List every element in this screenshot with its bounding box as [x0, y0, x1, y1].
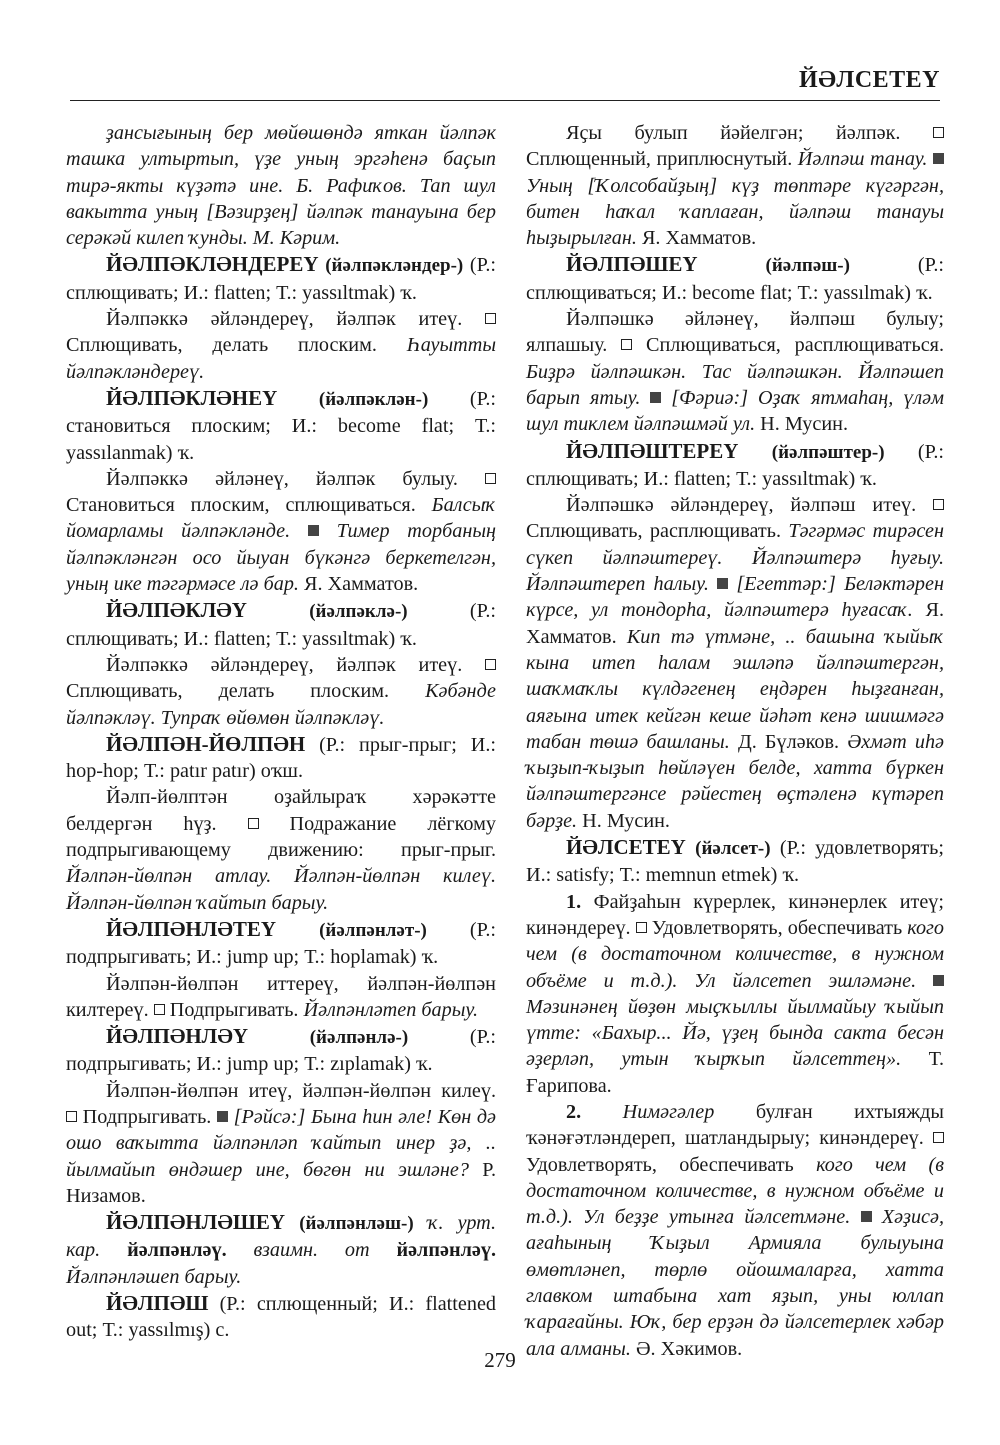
headword-stem: (йәлпәнлә-): [309, 1027, 409, 1049]
page-number: 279: [484, 1348, 516, 1372]
example-text: Тимер торбаның йәлпәкләнгән осо йыуан бүкәнгә беркетелгән, уның ике тәгәрмәсе лә бар.: [66, 520, 497, 596]
headword-stem: (йәлпәклә-): [309, 601, 408, 623]
grammar-note: (Р.: сплющивать; И.: flatten; Т.: yassıltmak) ҡ.: [66, 600, 497, 650]
headword: ЙӘЛПӘШТЕРЕҮ: [566, 438, 739, 463]
square-outline-icon: [636, 922, 647, 933]
example-text: Әхмәт иһә ҡыҙып-ҡыҙып һөйләүен белде, хатта бүркен йәлпәштергәнсе рәйестең өҫтәленә күтәреп бәрҙе.: [526, 730, 945, 832]
example-text: Һауытты йәлпәкләндереү.: [66, 334, 496, 383]
russian-translation: Сплющивать, делать плоским.: [66, 680, 390, 703]
headword: ЙӘЛПӘНЛӘШЕҮ: [106, 1210, 286, 1235]
sense-number: 2.: [566, 1100, 582, 1123]
grammar-note: (Р.: сплющивать; И.: flatten; Т.: yassıltmak) ҡ.: [526, 440, 945, 490]
entry-jalpaklandereu: [66, 251, 496, 306]
sense-number: 1.: [566, 890, 582, 913]
headword: ЙӘЛПӘШЕҮ: [566, 252, 698, 277]
square-outline-icon: [933, 499, 944, 510]
russian-translation: Подпрыгивать.: [82, 1105, 212, 1128]
russian-translation: Удовлетворять, обеспечивать: [651, 916, 903, 939]
example-text: Кәбәнде йәлпәкләү. Тупраҡ өйөмөн йәлпәкләү.: [66, 680, 496, 729]
example-text: Балсыҡ йомарламы йәлпәкләнде.: [66, 494, 496, 543]
example-text: ҙансығының бер мөйөшөндә яткан йәлпәк ташка ултыртып, үҙе уның эргәһенә баҫып тирә-якты күҙәтә ине. Б. Рафиҡов. Тап шул вакытта уның [Вәзирҙең] йәлпәк танауына бер серәкәй килеп ҡунды. М. Кәрим.: [66, 122, 496, 250]
example-text: Кип тә үтмәне, .. башына ҡыйыҡ кына итеп һалам эшләпә йәлпәштергән, шаҡмаҡлы күлдәгенең еңдәрен һыҙғанған, аяғына итек кейгән кеше йәһәт кенә шишмәгә табан төшә башланы.: [526, 625, 945, 753]
headword: ЙӘЛПӘН-ЙӨЛПӘН: [106, 731, 306, 756]
square-outline-icon: [485, 313, 496, 324]
definition: Йәлпәккә әйләндереү, йәлпәк итеү. Сплющивать, делать плоским. Кәбәнде йәлпәкләү. Тупраҡ өйөмөн йәлпәкләү.: [66, 653, 496, 729]
entry-jalpanlasheu: [66, 1209, 496, 1290]
square-outline-icon: [485, 659, 496, 670]
headword: ЙӘЛПӘКЛӘНДЕРЕҮ: [106, 252, 319, 277]
entry-jalpash: [66, 1290, 496, 1344]
example-text: [Егеттәр:] Беләктәрен күрсе, ул тондорһа, йәлпәштерә һуғасаҡ.: [526, 573, 944, 622]
entry-jalpan-jolpan: [66, 731, 496, 785]
headword-stem: (йәлсет-): [695, 838, 771, 860]
headword-stem: (йәлпәнләт-): [319, 919, 427, 941]
russian-translation: Сплющивать, расплющивать.: [526, 520, 781, 543]
example-text: Биҙрә йәлпәшкән. Тас йәлпәшкән. Йәлпәшеп барып ятыу.: [526, 360, 944, 409]
headword-stem: (йәлпәштер-): [771, 441, 885, 463]
cross-reference: йәлпәнләү.: [127, 1239, 227, 1262]
grammar-note: (Р.: удовлетворять; И.: satisfy; Т.: memnun etmek) ҡ.: [526, 837, 944, 887]
square-outline-icon: [621, 339, 632, 350]
definition: Йәлпән-йөлпән иттереү, йәлпән-йөлпән килтереү. Подпрыгивать. Йәлпәнләтеп барыу.: [66, 972, 496, 1021]
grammar-note: (Р.: прыг-прыг; И.: hop-hop; Т.: patır patır) оҡш.: [66, 733, 496, 783]
russian-usage-note: кого чем (в достаточном количестве, в нужном объёме и т.д.).: [526, 916, 945, 992]
entry-continuation: [66, 120, 496, 251]
source-citation: Н. Мусин.: [760, 413, 848, 436]
source-citation: Т. Ғарипова.: [526, 1048, 944, 1097]
example-text: [Фәриә:] Оҙаҡ ятмаһаң, үләм шул тиклем йәлпәшмәй ул.: [526, 386, 945, 436]
square-filled-icon: [933, 975, 944, 986]
russian-translation: Удовлетворять, обеспечивать: [526, 1153, 794, 1176]
square-outline-icon: [154, 1004, 165, 1015]
example-text: Йәлпәш танау.: [797, 148, 928, 171]
square-filled-icon: [861, 1211, 872, 1222]
grammar-note: (Р.: становиться плоским; И.: become flat; Т.: yassılanmak) ҡ.: [66, 387, 497, 464]
example-text: Уның [Ҡолсобайҙың] күҙ төптәре күгәргән, битен һаҡал ҡаплаған, йәлпәш танауы һыҙырылған.: [526, 174, 944, 250]
russian-translation: Сплющивать, делать плоским.: [66, 334, 377, 357]
square-filled-icon: [217, 1111, 228, 1122]
headword: ЙӘЛПӘШ: [106, 1291, 209, 1316]
sense-2: 2. Нимәгәлер булған ихтыяжды ҡәнәғәтләндереп, шатландырыу; кинәндереү. Удовлетворять, обеспечивать кого чем (в достаточном количестве, в нужном объёме и т.д.). Ул беҙҙе утынға йәлсетмәне. Хәҙисә, ағаһының Ҡыҙыл Армияла булыуына өмөтләнеп, төрлө ойошмаларға, хатта главком штабына хат яҙып, уны юллап ҡарағайны. Юҡ, бер ерҙән дә йәлсетерлек хәбәр ала алманы. Ә. Хәкимов.: [526, 1100, 945, 1360]
entry-jalpanlau: [66, 1023, 496, 1078]
entry-jalseteu: [526, 834, 944, 889]
entry-jalpashtereu: [526, 438, 944, 493]
headword: ЙӘЛПӘНЛӘТЕҮ: [106, 916, 277, 941]
headword-stem: (йәлпәнләш-): [299, 1213, 414, 1235]
square-outline-icon: [66, 1111, 77, 1122]
russian-translation: Сплющенный, приплюснутый.: [526, 148, 793, 171]
source-citation: Я. Хамматов.: [641, 227, 757, 250]
right-column: [526, 120, 944, 1362]
source-citation: Я. Хамматов.: [304, 573, 419, 596]
russian-translation: Становиться плоским, сплющиваться.: [66, 494, 416, 517]
example-text: Йәлпән-йөлпән атлау. Йәлпән-йөлпән килеү. Йәлпән-йөлпән ҡайтып барыу.: [66, 865, 496, 914]
square-outline-icon: [933, 1132, 944, 1143]
example-text: Тәгәрмәс тирәсен сүкеп йәлпәштереү. Йәлпәштерә һуғыу. Йәлпәштереп һалыу.: [526, 520, 944, 596]
definition: Йәлпән-йөлпән итеү, йәлпән-йөлпән килеү. Подпрыгивать. [Рәйсә:] Бына һин әле! Көн дә ошо ваҡытта йәлпәнләп ҡайтып инер ҙә, .. йылмайып өндәшер ине, бөгөн ни эшләне? Р. Низамов.: [66, 1079, 497, 1207]
example-text: Ул йәлсетеп эшләмәне.: [694, 969, 917, 992]
example-text: Хәҙисә, ағаһының Ҡыҙыл Армияла булыуына өмөтләнеп, төрлө ойошмаларға, хатта главком штабына хат яҙып, уны юллап ҡарағайны. Юҡ, бер ерҙән дә йәлсетерлек хәбәр ала алманы.: [526, 1206, 945, 1360]
grammar-note: ҡ. урт. кар.: [66, 1212, 497, 1262]
header-title: ЙӘЛСЕТЕҮ: [799, 67, 940, 93]
entry-jalpaklaneu: [66, 385, 496, 466]
usage-note: Нимәгәлер: [622, 1100, 715, 1123]
square-filled-icon: [933, 153, 944, 164]
headword-stem: (йәлпәкләндер-): [325, 255, 464, 277]
square-filled-icon: [717, 578, 728, 589]
square-outline-icon: [485, 473, 496, 484]
russian-translation: Сплющиваться, расплющиваться.: [646, 334, 944, 357]
example-text: Ул беҙҙе утынға йәлсетмәне.: [583, 1206, 851, 1229]
grammar-note: (Р.: подпрыгивать; И.: jump up; Т.: hoplamak) ҡ.: [66, 918, 496, 969]
definition: Йәлпәшкә әйләндереү, йәлпәш итеү. Сплющивать, расплющивать. Тәгәрмәс тирәсен сүкеп йәлпәштереү. Йәлпәштерә һуғыу. Йәлпәштереп һалыу. [Егеттәр:] Беләктәрен күрсе, ул тондорһа, йәлпәштерә һуғасаҡ. Я. Хамматов. Кип тә үтмәне, .. башына ҡыйыҡ кына итеп һалам эшләпә йәлпәштергән, шаҡмаҡлы күлдәгенең еңдәрен һыҙғанған, аяғына итек кейгән кеше йәһәт кенә шишмәгә табан төшә башланы. Д. Бүләков. Әхмәт иһә ҡыҙып-ҡыҙып һөйләүен белде, хатта бүркен йәлпәштергәнсе рәйестең өҫтәленә күтәреп бәрҙе. Н. Мусин.: [526, 494, 945, 832]
grammar-note: (Р.: сплющиваться; И.: become flat; Т.: yassılmak) ҡ.: [526, 254, 944, 304]
left-column: [66, 120, 496, 1344]
source-citation: Ә. Хәкимов.: [635, 1337, 743, 1360]
entry-jalpaklau: [66, 597, 496, 652]
russian-translation: Подражание лёгкому подпрыгивающему движению: прыг-прыг.: [66, 812, 496, 862]
headword: ЙӘЛПӘНЛӘҮ: [106, 1024, 249, 1049]
russian-usage-note: кого чем (в достаточном количестве, в нужном объёме и т.д.).: [526, 1153, 944, 1229]
headword-stem: (йәлпәклән-): [318, 388, 429, 410]
square-filled-icon: [650, 392, 661, 403]
example-text: [Рәйсә:] Бына һин әле! Көн дә ошо ваҡытта йәлпәнләп ҡайтып инер ҙә, .. йылмайып өндәшер ине, бөгөн ни эшләне?: [66, 1105, 497, 1181]
source-citation: Р. Низамов.: [66, 1158, 497, 1207]
square-filled-icon: [308, 525, 319, 536]
definition: Йәлпәккә әйләнеү, йәлпәк булыу. Становиться плоским, сплющиваться. Балсыҡ йомарламы йәлпәкләнде. Тимер торбаның йәлпәкләнгән осо йыуан бүкәнгә беркетелгән, уның ике тәгәрмәсе лә бар. Я. Хамматов.: [66, 467, 497, 596]
square-outline-icon: [248, 818, 259, 829]
source-citation: Д. Бүләков.: [737, 730, 840, 753]
sense-1: 1. Файҙаһын күрерлек, кинәнерлек итеү; кинәндереү. Удовлетворять, обеспечивать кого чем (в достаточном количестве, в нужном объёме и т.д.). Ул йәлсетеп эшләмәне. Мәзинәнең йөҙөн мыҫҡыллы йылмайыу ҡыйып үтте: «Бахыр... Йә, үҙең бында сакта бесән әҙерләп, утын ҡырҡып йәлсеттең». Т. Ғарипова.: [526, 890, 945, 1097]
example-text: Йәлпәнләтеп барыу.: [303, 998, 479, 1021]
definition: Йәлпәшкә әйләнеү, йәлпәш булыу; ялпашыу. Сплющиваться, расплющиваться. Биҙрә йәлпәшкән. Тас йәлпәшкән. Йәлпәшеп барып ятыу. [Фәриә:] Оҙаҡ ятмаһаң, үләм шул тиклем йәлпәшмәй ул. Н. Мусин.: [526, 308, 945, 436]
definition: Йәлп-йөлптән оҙайлыраҡ хәрәкәтте белдергән һүҙ. Подражание лёгкому подпрыгивающему движению: прыг-прыг. Йәлпән-йөлпән атлау. Йәлпән-йөлпән килеү. Йәлпән-йөлпән ҡайтып барыу.: [66, 786, 496, 914]
entry-jalpasheu: [526, 251, 944, 306]
definition: Яҫы булып йәйелгән; йәлпәк. Сплющенный, приплюснутый. Йәлпәш танау. Уның [Ҡолсобайҙың] күҙ төптәре күгәргән, битен һаҡал ҡаплаған, йәлпәш танауы һыҙырылған. Я. Хамматов.: [526, 122, 944, 250]
headword-stem: (йәлпәш-): [765, 255, 850, 277]
running-header: [70, 62, 940, 101]
square-outline-icon: [933, 127, 944, 138]
cross-reference: йәлпәнләү.: [396, 1239, 497, 1262]
grammar-note: взаимн. от: [253, 1239, 370, 1262]
grammar-note: (Р.: сплющенный; И.: flattened out; Т.: yassılmış) с.: [66, 1293, 496, 1342]
russian-translation: Подпрыгивать.: [169, 998, 299, 1021]
grammar-note: (Р.: подпрыгивать; И.: jump up; Т.: zıplamak) ҡ.: [66, 1026, 496, 1076]
headword: ЙӘЛПӘКЛӘНЕҮ: [106, 385, 278, 410]
grammar-note: (Р.: сплющивать; И.: flatten; Т.: yassıltmak) ҡ.: [66, 254, 497, 304]
source-citation: Я. Хамматов.: [526, 599, 945, 648]
definition: Йәлпәккә әйләндереү, йәлпәк итеү. Сплющивать, делать плоским. Һауытты йәлпәкләндереү.: [66, 308, 496, 383]
headword: ЙӘЛСЕТЕҮ: [566, 835, 686, 860]
entry-jalpanlateu: [66, 916, 496, 971]
example-text: Мәзинәнең йөҙөн мыҫҡыллы йылмайыу ҡыйып үтте: «Бахыр... Йә, үҙең бында сакта бесән әҙерләп, утын ҡырҡып йәлсеттең».: [526, 995, 944, 1071]
example-text: Йәлпәнләшеп барыу.: [66, 1265, 242, 1288]
source-citation: Н. Мусин.: [582, 809, 670, 832]
headword: ЙӘЛПӘКЛӘҮ: [106, 598, 247, 623]
